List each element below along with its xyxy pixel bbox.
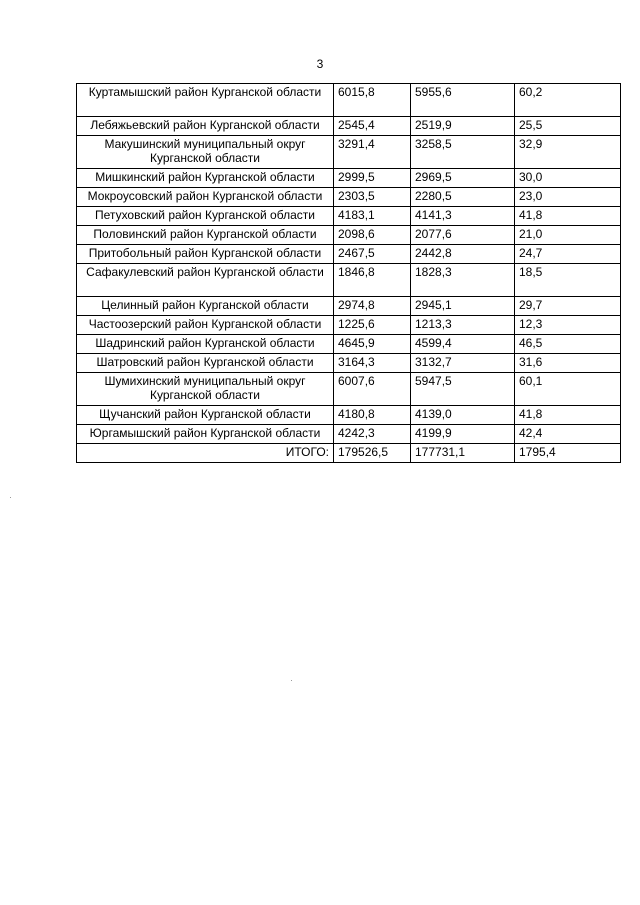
table-row — [77, 207, 621, 226]
value-col-2: 4199,9 — [411, 425, 515, 444]
table-row — [77, 264, 621, 297]
district-name: Макушинский муниципальный округ Курганской области — [77, 136, 334, 169]
table-row — [77, 226, 621, 245]
value-col-1: 2999,5 — [334, 169, 411, 188]
value-col-2: 2077,6 — [411, 226, 515, 245]
table-row — [77, 136, 621, 169]
district-name: Шатровский район Курганской области — [77, 354, 334, 373]
district-name: Щучанский район Курганской области — [77, 406, 334, 425]
value-col-3: 42,4 — [515, 425, 621, 444]
district-name: Петуховский район Курганской области — [77, 207, 334, 226]
district-name: Мишкинский район Курганской области — [77, 169, 334, 188]
scan-speck — [291, 680, 292, 681]
table-row — [77, 316, 621, 335]
page-number: 3 — [316, 57, 324, 71]
value-col-3: 46,5 — [515, 335, 621, 354]
value-col-1: 2098,6 — [334, 226, 411, 245]
value-col-1: 4180,8 — [334, 406, 411, 425]
value-col-3: 30,0 — [515, 169, 621, 188]
district-name: Шадринский район Курганской области — [77, 335, 334, 354]
table-row — [77, 335, 621, 354]
value-col-3: 41,8 — [515, 406, 621, 425]
value-col-2: 3132,7 — [411, 354, 515, 373]
value-col-1: 2545,4 — [334, 117, 411, 136]
district-name: Частоозерский район Курганской области — [77, 316, 334, 335]
district-name: Юргамышский район Курганской области — [77, 425, 334, 444]
value-col-2: 4599,4 — [411, 335, 515, 354]
value-col-3: 25,5 — [515, 117, 621, 136]
value-col-3: 12,3 — [515, 316, 621, 335]
value-col-2: 2442,8 — [411, 245, 515, 264]
value-col-1: 6007,6 — [334, 373, 411, 406]
value-col-3: 60,1 — [515, 373, 621, 406]
value-col-2: 2280,5 — [411, 188, 515, 207]
table-row — [77, 406, 621, 425]
table-row — [77, 169, 621, 188]
total-row — [77, 444, 621, 463]
value-col-2: 1213,3 — [411, 316, 515, 335]
table-row — [77, 245, 621, 264]
table-row — [77, 84, 621, 117]
value-col-2: 3258,5 — [411, 136, 515, 169]
value-col-1: 4645,9 — [334, 335, 411, 354]
total-label: ИТОГО: — [77, 444, 334, 463]
value-col-3: 60,2 — [515, 84, 621, 117]
value-col-3: 23,0 — [515, 188, 621, 207]
value-col-1: 1225,6 — [334, 316, 411, 335]
scan-speck — [10, 497, 11, 498]
value-col-1: 3291,4 — [334, 136, 411, 169]
value-col-1: 3164,3 — [334, 354, 411, 373]
district-name: Половинский район Курганской области — [77, 226, 334, 245]
value-col-2: 1828,3 — [411, 264, 515, 297]
value-col-3: 29,7 — [515, 297, 621, 316]
value-col-2: 2519,9 — [411, 117, 515, 136]
value-col-2: 4141,3 — [411, 207, 515, 226]
district-name: Сафакулевский район Курганской области — [77, 264, 334, 297]
value-col-1: 4183,1 — [334, 207, 411, 226]
value-col-1: 2467,5 — [334, 245, 411, 264]
table-row — [77, 354, 621, 373]
value-col-1: 1846,8 — [334, 264, 411, 297]
district-name: Притобольный район Курганской области — [77, 245, 334, 264]
district-name: Целинный район Курганской области — [77, 297, 334, 316]
value-col-3: 31,6 — [515, 354, 621, 373]
value-col-2: 5955,6 — [411, 84, 515, 117]
value-col-1: 6015,8 — [334, 84, 411, 117]
table-row — [77, 373, 621, 406]
district-name: Куртамышский район Курганской области — [77, 84, 334, 117]
table-row — [77, 117, 621, 136]
value-col-3: 24,7 — [515, 245, 621, 264]
value-col-3: 18,5 — [515, 264, 621, 297]
value-col-2: 4139,0 — [411, 406, 515, 425]
district-name: Мокроусовский район Курганской области — [77, 188, 334, 207]
table-row — [77, 188, 621, 207]
allocation-table — [76, 83, 621, 463]
value-col-1: 2974,8 — [334, 297, 411, 316]
district-name: Шумихинский муниципальный округ Курганской области — [77, 373, 334, 406]
district-name: Лебяжьевский район Курганской области — [77, 117, 334, 136]
value-col-1: 4242,3 — [334, 425, 411, 444]
value-col-2: 2969,5 — [411, 169, 515, 188]
value-col-2: 2945,1 — [411, 297, 515, 316]
table-row — [77, 297, 621, 316]
table-row — [77, 425, 621, 444]
value-col-1: 2303,5 — [334, 188, 411, 207]
value-col-2: 5947,5 — [411, 373, 515, 406]
value-col-3: 41,8 — [515, 207, 621, 226]
total-value-col-2: 177731,1 — [411, 444, 515, 463]
value-col-3: 32,9 — [515, 136, 621, 169]
total-value-col-1: 179526,5 — [334, 444, 411, 463]
total-value-col-3: 1795,4 — [515, 444, 621, 463]
value-col-3: 21,0 — [515, 226, 621, 245]
